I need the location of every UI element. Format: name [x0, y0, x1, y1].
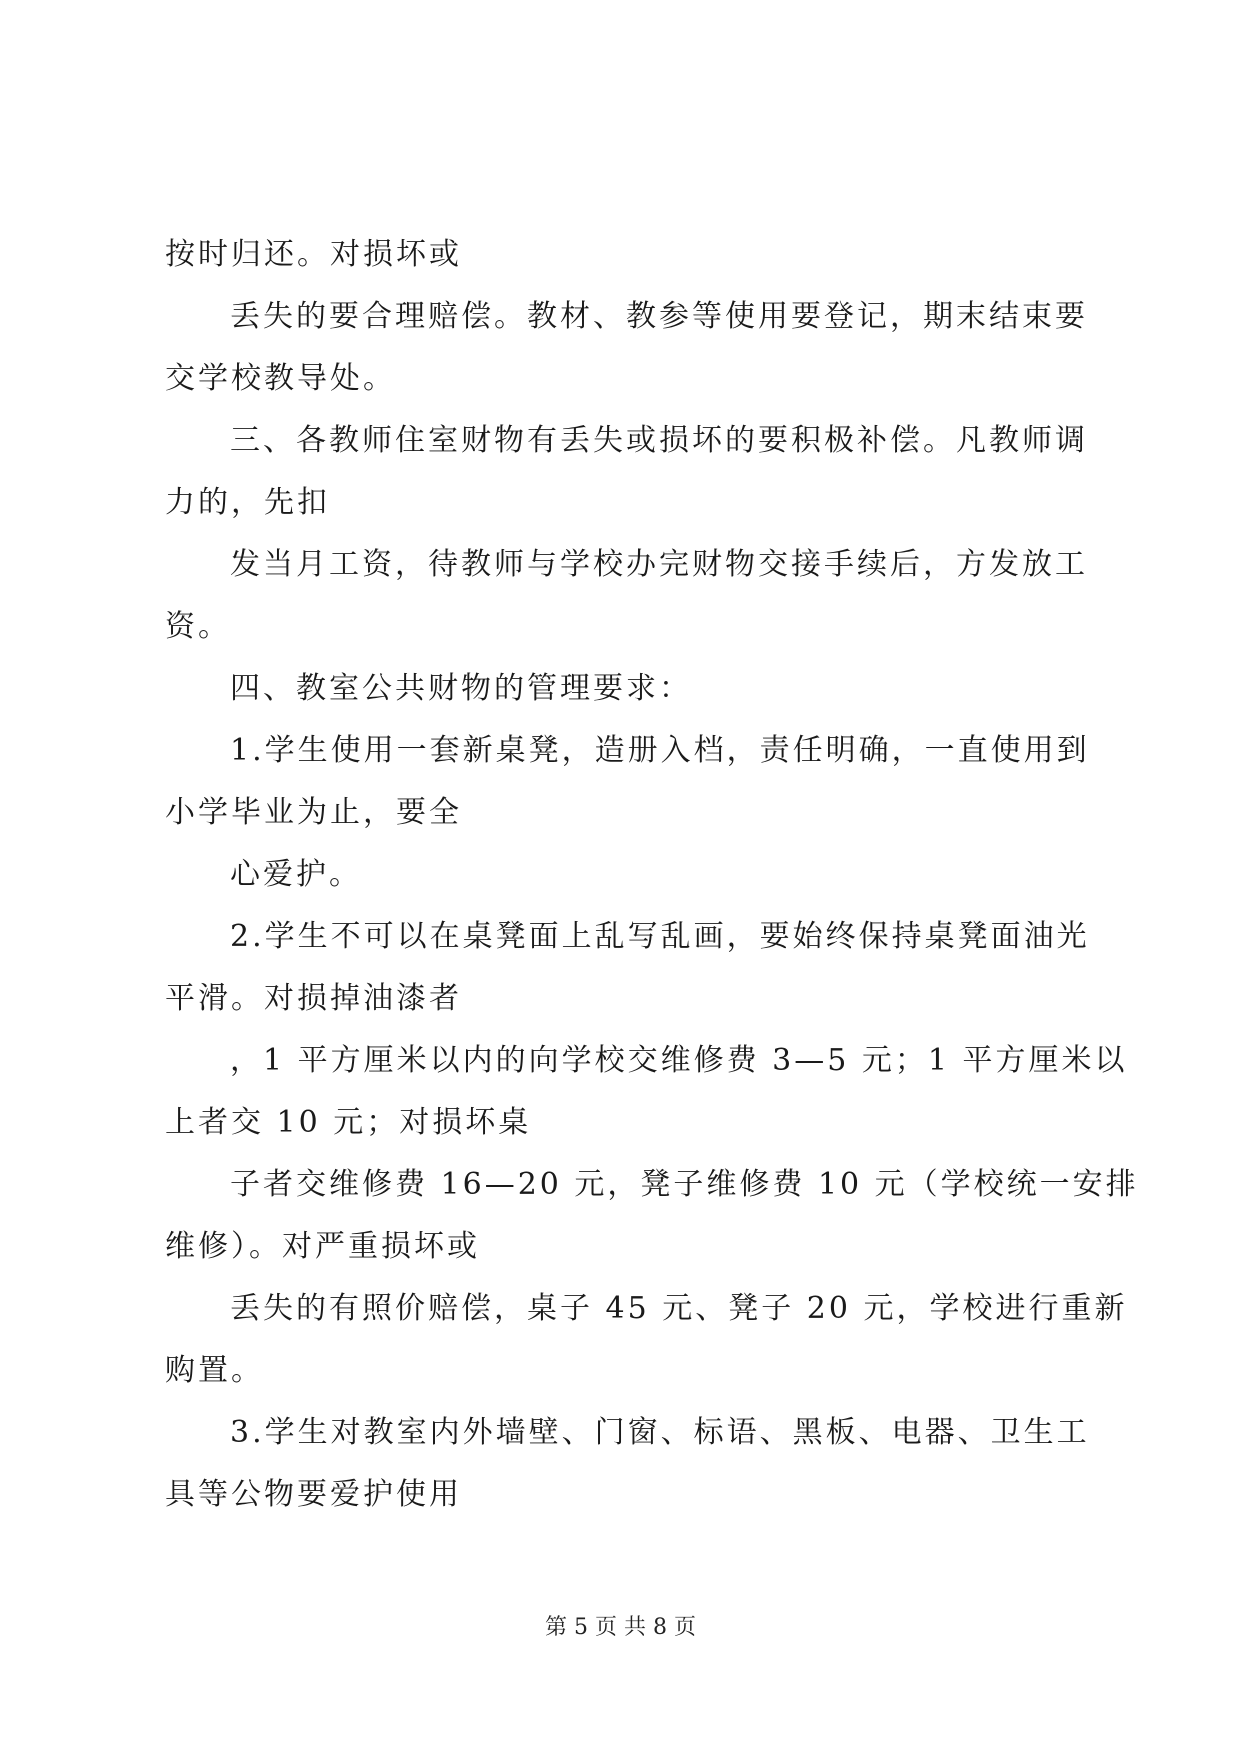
text-line: 购置。	[165, 1353, 264, 1388]
text-line: 具等公物要爱护使用	[165, 1477, 462, 1512]
text-line: 丢失的有照价赔偿，桌子 45 元、凳子 20 元，学校进行重新	[230, 1291, 1128, 1326]
text-line: 按时归还。对损坏或	[165, 237, 462, 272]
text-line: 四、教室公共财物的管理要求：	[230, 671, 692, 706]
text-line: 丢失的要合理赔偿。教材、教参等使用要登记，期末结束要	[230, 299, 1088, 334]
text-line: 3.学生对教室内外墙壁、门窗、标语、黑板、电器、卫生工	[230, 1415, 1090, 1450]
text-line: 子者交维修费 16—20 元，凳子维修费 10 元（学校统一安排	[230, 1167, 1139, 1202]
text-line: 2.学生不可以在桌凳面上乱写乱画，要始终保持桌凳面油光	[230, 919, 1090, 954]
text-line: 心爱护。	[230, 857, 362, 892]
text-line: 交学校教导处。	[165, 361, 396, 396]
text-line: 三、各教师住室财物有丢失或损坏的要积极补偿。凡教师调	[230, 423, 1088, 458]
text-line: 维修）。对严重损坏或	[165, 1229, 480, 1264]
text-line: 1.学生使用一套新桌凳，造册入档，责任明确，一直使用到	[230, 733, 1090, 768]
text-line: 小学毕业为止，要全	[165, 795, 462, 830]
text-line: 资。	[165, 609, 231, 644]
document-body	[165, 224, 1139, 1526]
text-line: 力的，先扣	[165, 485, 330, 520]
page-footer: 第 5 页 共 8 页	[545, 1615, 696, 1640]
text-line: 发当月工资，待教师与学校办完财物交接手续后，方发放工	[230, 547, 1088, 582]
text-line: 平滑。对损掉油漆者	[165, 981, 462, 1016]
text-line: 上者交 10 元；对损坏桌	[165, 1105, 532, 1140]
text-line: ，1 平方厘米以内的向学校交维修费 3—5 元；1 平方厘米以	[230, 1043, 1128, 1078]
